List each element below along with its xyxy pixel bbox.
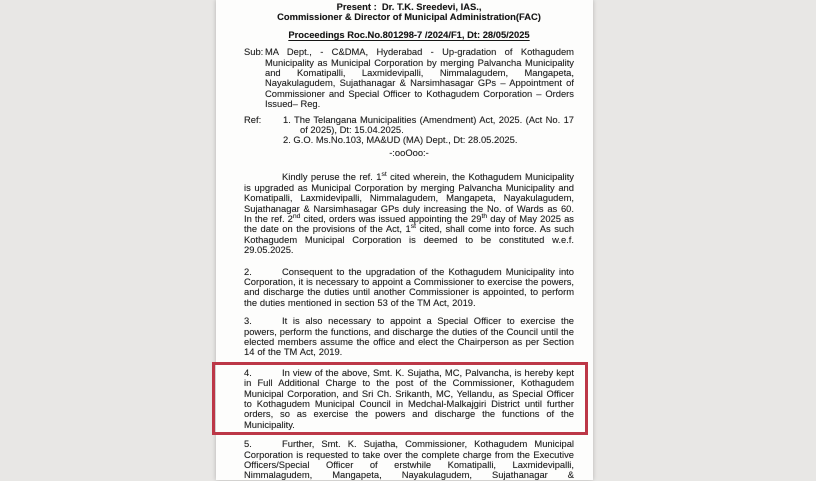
highlight-box <box>212 362 588 435</box>
paragraph-1-text: cited, orders was issued appointing the 29 <box>300 212 482 224</box>
paragraph-3 <box>244 316 574 358</box>
paragraph-3-text: It is also necessary to appoint a Special Officer to exercise the powers, perform the functions, and discharge the duties of the Council until the elected members assume the office and elect the Chairperson as per Section 14 of the TM Act, 2019. <box>244 315 574 358</box>
subject-label: Sub: <box>244 46 264 58</box>
ordinal-superscript: nd <box>292 212 301 220</box>
ordinal-superscript: th <box>481 212 488 220</box>
section-separator: -:ooOoo:- <box>389 146 429 158</box>
paragraph-1-text: cited wherein, the Kothagudem Municipality is upgraded as Municipal Corporation by merging Palvancha Municipality and Komatipalli, Laxmidevipalli, Nimmalagudem, Mangapeta, Nayakulagudem, Sujathanagar & Narsimhasagar GPs duly increasing the No. of Wards as 60. In the ref. 2 <box>244 171 574 224</box>
reference-label: Ref: <box>244 113 262 125</box>
paragraph-4 <box>244 368 574 430</box>
reference-section <box>244 115 574 146</box>
paragraph-1-text: day of May 2025 as the date on the provisions of the Act, 1 <box>244 212 574 235</box>
present-line-2: Commissioner & Director of Municipal Administration(FAC) <box>277 11 541 23</box>
paragraph-5 <box>244 439 574 481</box>
paragraph-1-text: cited, shall come into force. As such Kothagudem Municipal Corporation is deemed to be constituted w.e.f. 29.05.2025. <box>244 223 575 256</box>
paragraph-2-number: 2. <box>244 265 252 277</box>
reference-item-2: 2. G.O. Ms.No.103, MA&UD (MA) Dept., Dt: 28.05.2025. <box>283 134 518 146</box>
paragraph-5-number: 5. <box>244 438 252 450</box>
paragraph-4-number: 4. <box>244 366 252 378</box>
paragraph-4-text: In view of the above, Smt. K. Sujatha, MC, Palvancha, is hereby kept in Full Additional Charge to the post of the Commissioner, Kothagudem Municipal Corporation, and Sri Ch. Srikanth, MC, Yellandu, as Special Officer to Kothagudem Municipal Council in Medchal-Malkajgiri District until further orders, so as exercise the powers and discharge the functions of the Municipality. <box>244 366 574 430</box>
paragraph-3-number: 3. <box>244 315 252 327</box>
paragraph-2 <box>244 267 574 309</box>
paragraph-2-text: Consequent to the upgradation of the Kothagudem Municipality into Corporation, it is necessary to appoint a Commissioner to exercise the powers, and discharge the duties until another Commissioner is appointed, to perform the duties mentioned in section 53 of the TM Act, 2019. <box>244 265 575 308</box>
paragraph-5-text: Further, Smt. K. Sujatha, Commissioner, Kothagudem Municipal Corporation is requested to take over the complete charge from the Executive Officers/Special Officer of erstwhile Komatipalli, Laxmidevipalli, Nimmalagudem, Mangapeta, Nayakulagudem, Sujathanagar & <box>244 438 574 481</box>
document-content <box>216 0 593 481</box>
ordinal-superscript: st <box>410 223 417 231</box>
proceedings-title: Proceedings Roc.No.801298-7 /2024/F1, Dt: 28/05/2025 <box>288 28 530 40</box>
present-line-1: Present : Dr. T.K. Sreedevi, IAS., <box>336 1 482 12</box>
document-page <box>216 0 593 480</box>
ordinal-superscript: st <box>381 171 387 179</box>
paragraph-1 <box>244 172 574 255</box>
subject-text: MA Dept., - C&DMA, Hyderabad - Up-gradation of Kothagudem Municipality as Municipal Corporation by merging Palvancha Municipality and Komatipalli, Laxmidevipalli, Nimmalagudem, Mangapeta, Nayakulagudem, Sujathanagar & Narsimhasagar GPs – Appointment of Commissioner and Special Officer to Kothagudem Corporation – Orders Issued– Reg. <box>265 46 574 110</box>
paragraph-1-text: Kindly peruse the ref. 1 <box>282 171 382 183</box>
subject-section <box>244 47 574 109</box>
reference-item-1: 1. The Telangana Municipalities (Amendment) Act, 2025. (Act No. 17 of 2025), Dt: 15.04.2025. <box>283 113 574 136</box>
